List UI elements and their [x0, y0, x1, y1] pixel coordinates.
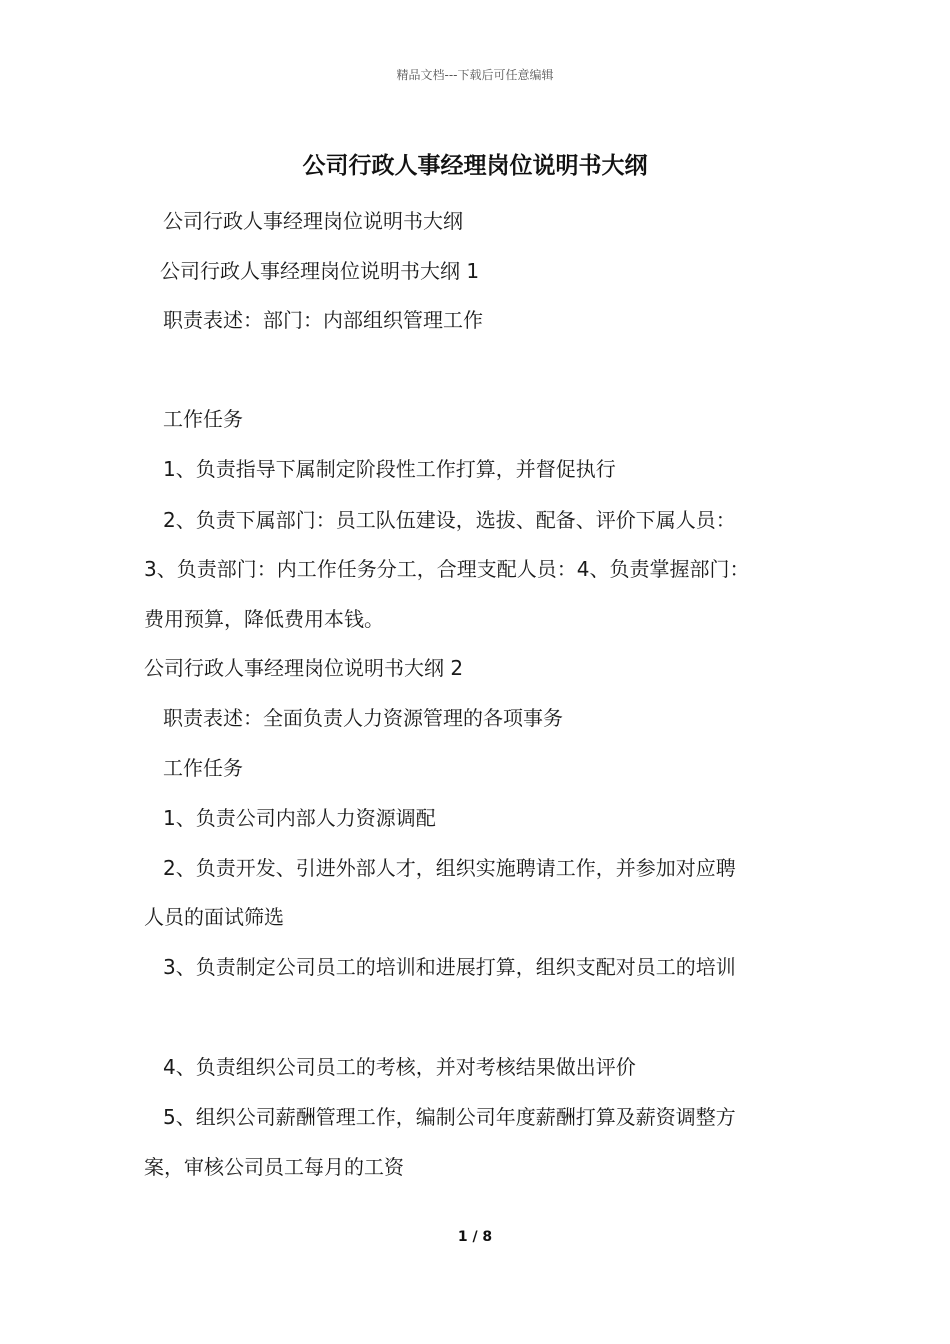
- body-line-15: 3、负责制定公司员工的培训和进展打算，组织支配对员工的培训: [163, 955, 736, 979]
- body-line-12: 1、负责公司内部人力资源调配: [163, 806, 436, 830]
- body-line-9: 公司行政人事经理岗位说明书大纲 2: [144, 656, 464, 680]
- body-line-8: 费用预算，降低费用本钱。: [144, 607, 384, 631]
- body-line-7: 3、负责部门：内工作任务分工，合理支配人员：4、负责掌握部门：: [144, 557, 750, 581]
- section-heading-tasks-1: 工作任务: [163, 407, 243, 431]
- body-line-13: 2、负责开发、引进外部人才，组织实施聘请工作，并参加对应聘: [163, 856, 736, 880]
- body-line-16: 4、负责组织公司员工的考核，并对考核结果做出评价: [163, 1055, 636, 1079]
- section-heading-tasks-2: 工作任务: [163, 756, 243, 780]
- body-line-6: 2、负责下属部门：员工队伍建设，选拔、配备、评价下属人员：: [163, 508, 736, 532]
- body-line-3: 职责表述：部门：内部组织管理工作: [163, 308, 483, 332]
- page-number: 1 / 8: [457, 1229, 493, 1245]
- body-line-17: 5、组织公司薪酬管理工作，编制公司年度薪酬打算及薪资调整方: [163, 1105, 736, 1129]
- page-header: 精品文档---下载后可任意编辑: [396, 68, 554, 82]
- body-line-1: 公司行政人事经理岗位说明书大纲: [163, 209, 463, 233]
- body-line-2: 公司行政人事经理岗位说明书大纲 1: [160, 259, 480, 283]
- body-line-5: 1、负责指导下属制定阶段性工作打算，并督促执行: [163, 457, 616, 481]
- body-line-10: 职责表述：全面负责人力资源管理的各项事务: [163, 706, 563, 730]
- body-line-18: 案，审核公司员工每月的工资: [144, 1155, 404, 1179]
- body-line-14: 人员的面试筛选: [144, 905, 284, 929]
- document-title: 公司行政人事经理岗位说明书大纲: [302, 153, 648, 179]
